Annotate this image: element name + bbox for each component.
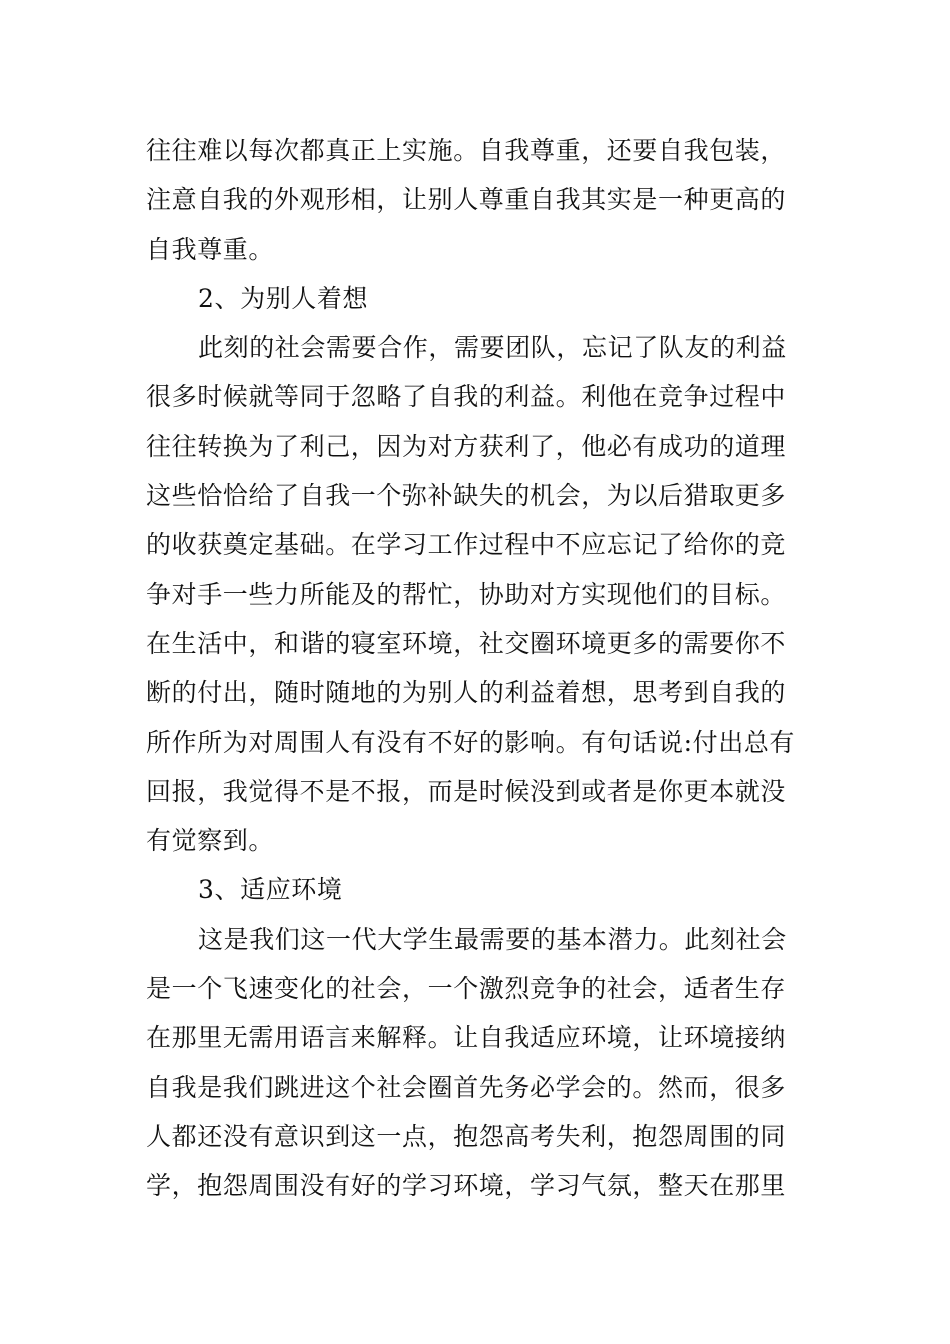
paragraph-line: 回报，我觉得不是不报，而是时候没到或者是你更本就没 bbox=[146, 776, 787, 806]
paragraph-line: 这是我们这一代大学生最需要的基本潜力。此刻社会 bbox=[198, 924, 787, 954]
paragraph-line: 断的付出，随时随地的为别人的利益着想，思考到自我的 bbox=[146, 678, 787, 708]
document-body bbox=[146, 126, 810, 1211]
paragraph-line: 争对手一些力所能及的帮忙，协助对方实现他们的目标。 bbox=[146, 579, 787, 609]
paragraph-line: 这些恰恰给了自我一个弥补缺失的机会，为以后猎取更多 bbox=[146, 481, 787, 511]
paragraph-line: 人都还没有意识到这一点，抱怨高考失利，抱怨周围的同 bbox=[146, 1121, 787, 1151]
paragraph-line: 往往难以每次都真正上实施。自我尊重，还要自我包装， bbox=[146, 136, 787, 165]
paragraph-line: 注意自我的外观形相，让别人尊重自我其实是一种更高的 bbox=[146, 185, 787, 215]
section-heading: 2、为别人着想 bbox=[198, 283, 369, 313]
paragraph-line: 往往转换为了利己，因为对方获利了，他必有成功的道理 bbox=[146, 431, 787, 461]
paragraph-line: 自我尊重。 bbox=[146, 234, 275, 264]
paragraph-line: 在那里无需用语言来解释。让自我适应环境，让环境接纳 bbox=[146, 1023, 787, 1053]
paragraph-line: 是一个飞速变化的社会，一个激烈竞争的社会，适者生存 bbox=[146, 974, 787, 1004]
paragraph-line: 在生活中，和谐的寝室环境，社交圈环境更多的需要你不 bbox=[146, 628, 787, 658]
paragraph-line: 有觉察到。 bbox=[146, 826, 275, 856]
paragraph-line: 很多时候就等同于忽略了自我的利益。利他在竞争过程中 bbox=[146, 382, 787, 412]
paragraph-line: 自我是我们跳进这个社会圈首先务必学会的。然而，很多 bbox=[146, 1072, 787, 1102]
paragraph-line: 所作所为对周围人有没有不好的影响。有句话说:付出总有 bbox=[146, 727, 796, 757]
paragraph-line: 此刻的社会需要合作，需要团队，忘记了队友的利益 bbox=[198, 333, 787, 363]
paragraph-line: 的收获奠定基础。在学习工作过程中不应忘记了给你的竞 bbox=[146, 530, 787, 560]
section-heading: 3、适应环境 bbox=[198, 875, 343, 905]
paragraph-line: 学，抱怨周围没有好的学习环境，学习气氛，整天在那里 bbox=[146, 1171, 787, 1201]
